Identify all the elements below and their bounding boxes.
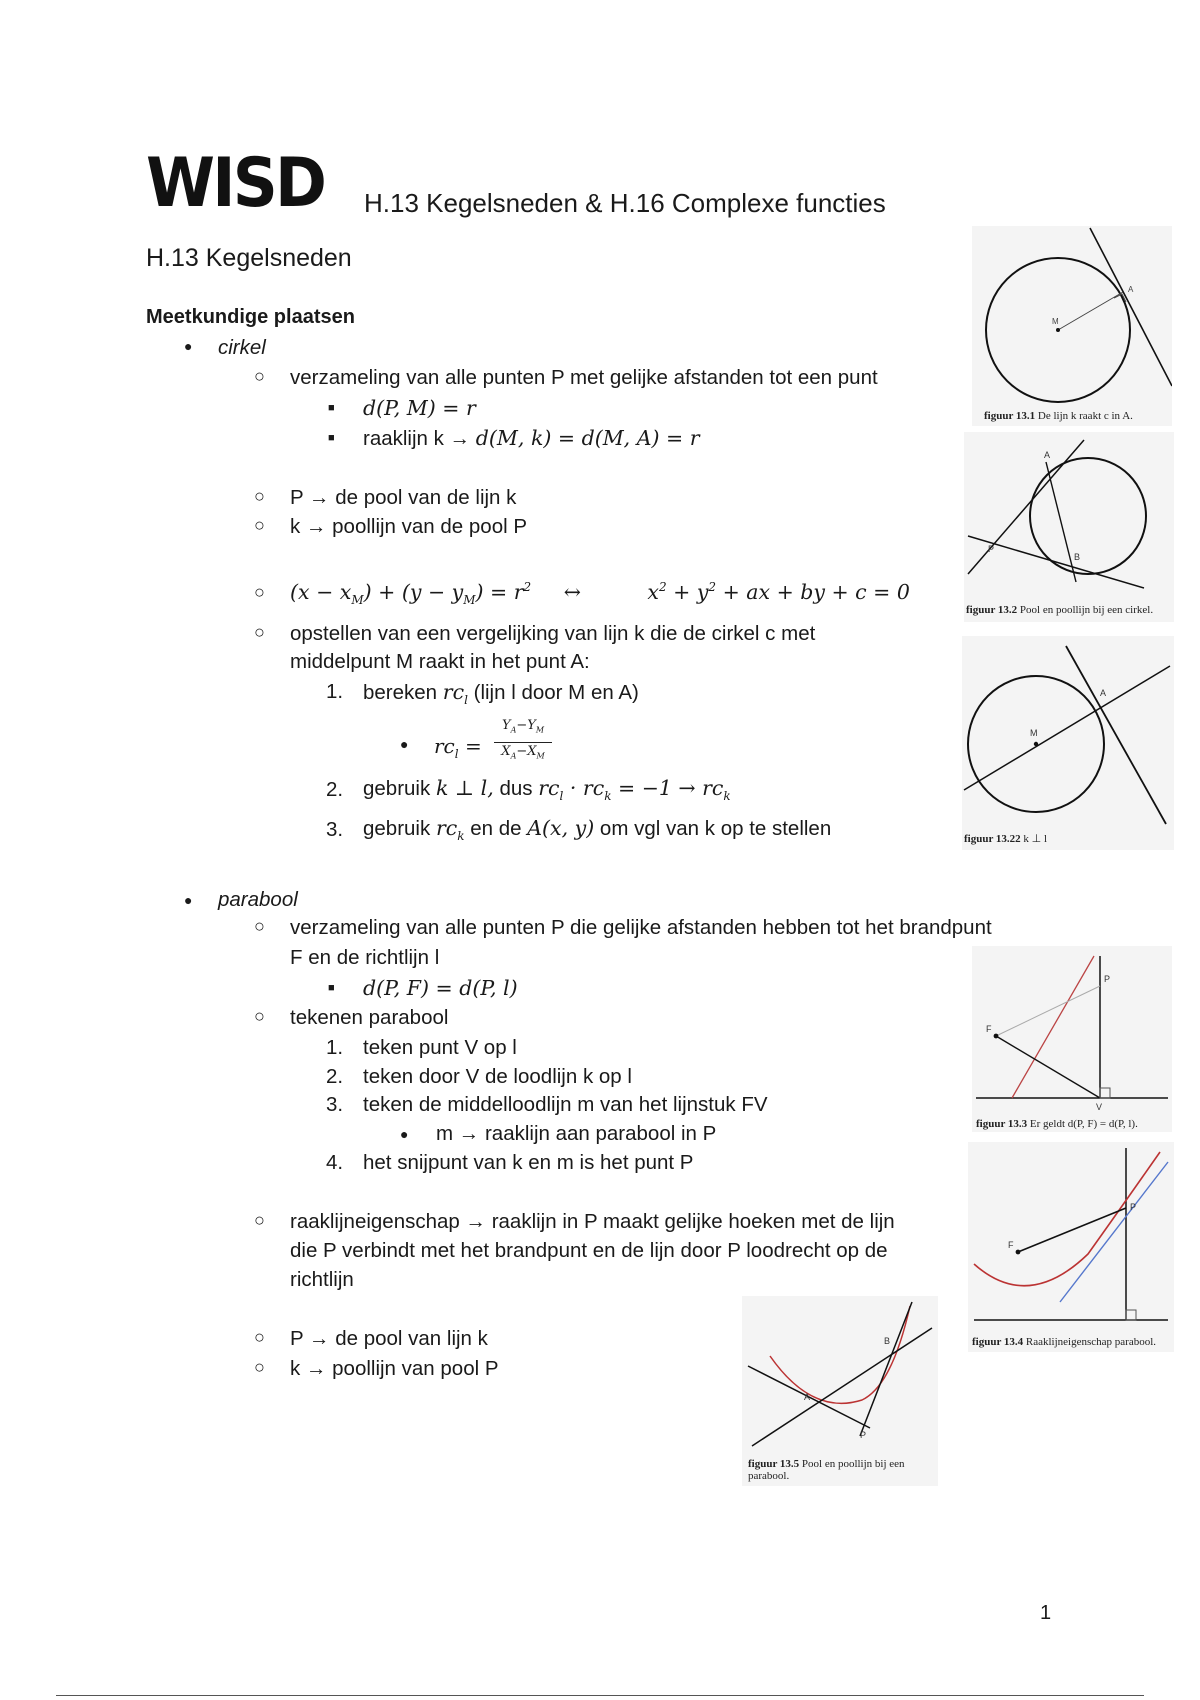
- cirkel-equation: $(x - x_M) + (y - y_M) = r^2$ ↔ $x^2 + y^2$ + ax + by + c = 0: [290, 580, 910, 608]
- figure-caption: figuur 13.5 Pool en poollijn bij een: [748, 1458, 905, 1470]
- cirkel-pool1: P → de pool van de lijn k: [290, 486, 517, 509]
- bullet-icon: ●: [184, 892, 193, 908]
- raaklijn-line: raaklijn k → d(M, k) = d(M, A) = r: [363, 426, 700, 450]
- svg-text:A: A: [1128, 285, 1134, 294]
- cirkel-step2: gebruik k ⊥ l, dus $rc_l \cdot rc_k = -1 \to rc_k$: [363, 776, 731, 804]
- cirkel-label: cirkel: [218, 336, 266, 359]
- parabool-pool1: P → de pool van lijn k: [290, 1327, 488, 1350]
- svg-text:V: V: [1096, 1102, 1103, 1112]
- svg-text:A: A: [804, 1392, 811, 1402]
- fraction-bar: [494, 742, 552, 743]
- square-bullet-icon: ■: [328, 402, 335, 414]
- svg-text:M: M: [1052, 317, 1059, 326]
- parabool-raak-1: raaklijneigenschap → raaklijn in P maakt gelijke hoeken met de lijn: [290, 1210, 895, 1233]
- circle-bullet-icon: ○: [254, 1357, 265, 1377]
- svg-text:P: P: [988, 544, 995, 554]
- cirkel-eq1: d(P, M) = r: [363, 396, 476, 420]
- circle-bullet-icon: ○: [254, 916, 265, 936]
- parabool-tekenen: tekenen parabool: [290, 1006, 449, 1029]
- parabool-def-1: verzameling van alle punten P die gelijke afstanden hebben tot het brandpunt: [290, 916, 992, 939]
- figure-caption: figuur 13.4 Raaklijneigenschap parabool.: [972, 1336, 1157, 1348]
- figure-caption: figuur 13.1 De lijn k raakt c in A.: [984, 410, 1133, 422]
- svg-text:B: B: [1074, 552, 1081, 562]
- cirkel-pool2: k → poollijn van de pool P: [290, 515, 528, 538]
- logo-wisd: WISD: [146, 144, 325, 223]
- figure-caption: figuur 13.22 k ⊥ l: [964, 833, 1048, 845]
- step-number: 1.: [326, 680, 344, 703]
- rc-formula-numerator: $Y_A-Y_M$: [501, 718, 545, 735]
- svg-text:P: P: [860, 1430, 867, 1440]
- cirkel-def: verzameling van alle punten P met gelijke afstanden tot een punt: [290, 366, 878, 389]
- circle-bullet-icon: ○: [254, 582, 265, 602]
- parabool-step: teken de middelloodlijn m van het lijnstuk FV: [363, 1093, 768, 1116]
- cirkel-step1: bereken $rc_l$ (lijn l door M en A): [363, 680, 639, 708]
- svg-text:P: P: [1104, 974, 1111, 984]
- step-number: 3.: [326, 818, 344, 841]
- parabool-pool2: k → poollijn van pool P: [290, 1357, 499, 1380]
- svg-text:B: B: [884, 1336, 891, 1346]
- parabool-def-2: F en de richtlijn l: [290, 946, 440, 969]
- svg-text:F: F: [986, 1024, 992, 1034]
- cirkel-step3: gebruik $rc_k$ en de A(x, y) om vgl van k op te stellen: [363, 816, 832, 844]
- section-title: H.13 Kegelsneden: [146, 244, 352, 272]
- parabool-raak-3: richtlijn: [290, 1268, 354, 1291]
- parabool-eq: d(P, F) = d(P, l): [363, 976, 518, 1000]
- bullet-icon: ●: [184, 338, 193, 354]
- footer-divider: [56, 1695, 1144, 1696]
- square-bullet-icon: ■: [328, 432, 335, 444]
- parabool-label: parabool: [218, 888, 298, 911]
- circle-bullet-icon: ○: [254, 1210, 265, 1230]
- figure-caption: figuur 13.3 Er geldt d(P, F) = d(P, l).: [976, 1118, 1138, 1130]
- figure-13-4: [968, 1142, 1174, 1352]
- figure-13-2: [964, 432, 1174, 622]
- figure-13-22: [962, 636, 1174, 850]
- cirkel-opstellen-2: middelpunt M raakt in het punt A:: [290, 650, 590, 673]
- figure-13-5: [742, 1296, 938, 1486]
- rc-formula-lhs: $rc_l$ =: [434, 734, 482, 761]
- step-number: 3.: [326, 1093, 344, 1116]
- step-number: 2.: [326, 778, 344, 801]
- circle-bullet-icon: ○: [254, 366, 265, 386]
- figure-13-3: [972, 946, 1172, 1132]
- parabool-step: teken door V de loodlijn k op l: [363, 1065, 632, 1088]
- circle-bullet-icon: ○: [254, 622, 265, 642]
- page-number: 1: [1040, 1602, 1052, 1624]
- cirkel-opstellen-1: opstellen van een vergelijking van lijn k die de cirkel c met: [290, 622, 816, 645]
- figure-caption-2: parabool.: [748, 1470, 790, 1482]
- parabool-raak-2: die P verbindt met het brandpunt en de lijn door P loodrecht op de: [290, 1239, 888, 1262]
- circle-bullet-icon: ○: [254, 486, 265, 506]
- bullet-icon: ●: [400, 1126, 409, 1142]
- bullet-icon: ●: [400, 736, 409, 752]
- figure-13-1: [972, 226, 1172, 426]
- subsection-title: Meetkundige plaatsen: [146, 306, 355, 328]
- svg-text:F: F: [1008, 1240, 1014, 1250]
- rc-formula-denominator: $X_A-X_M$: [501, 744, 545, 761]
- step-number: 2.: [326, 1065, 344, 1088]
- square-bullet-icon: ■: [328, 982, 335, 994]
- parabool-step: het snijpunt van k en m is het punt P: [363, 1151, 694, 1174]
- step-number: 4.: [326, 1151, 344, 1174]
- circle-bullet-icon: ○: [254, 515, 265, 535]
- svg-text:P: P: [1130, 1202, 1137, 1212]
- step-number: 1.: [326, 1036, 344, 1059]
- parabool-sub-m: m → raaklijn aan parabool in P: [436, 1122, 717, 1145]
- figure-caption: figuur 13.2 Pool en poollijn bij een cirkel.: [966, 604, 1154, 616]
- parabool-step: teken punt V op l: [363, 1036, 517, 1059]
- circle-bullet-icon: ○: [254, 1006, 265, 1026]
- circle-bullet-icon: ○: [254, 1327, 265, 1347]
- svg-text:A: A: [1044, 450, 1051, 460]
- svg-text:A: A: [1100, 688, 1107, 698]
- page-subtitle: H.13 Kegelsneden & H.16 Complexe functies: [364, 188, 886, 218]
- svg-text:M: M: [1030, 728, 1038, 738]
